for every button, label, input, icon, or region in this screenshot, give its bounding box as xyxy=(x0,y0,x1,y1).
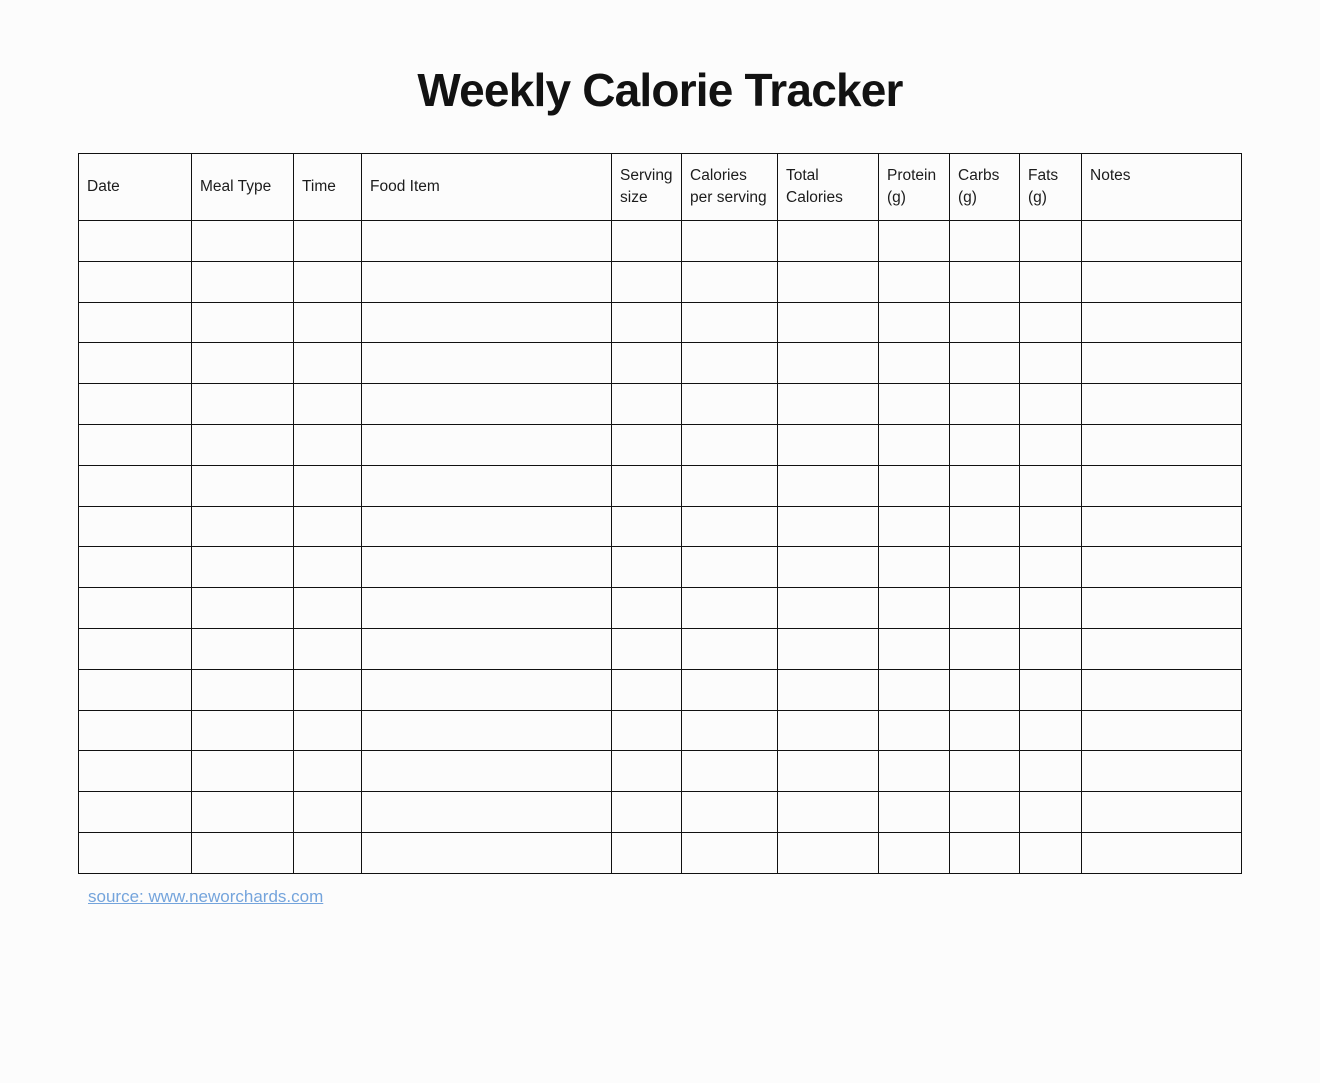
empty-cell xyxy=(1020,669,1082,710)
document-page xyxy=(0,63,1320,907)
empty-cell xyxy=(1082,343,1242,384)
table-body xyxy=(79,221,1242,874)
empty-row xyxy=(79,751,1242,792)
column-header-notes xyxy=(1082,154,1242,221)
empty-cell xyxy=(682,424,778,465)
empty-cell xyxy=(362,424,612,465)
column-header-food-item xyxy=(362,154,612,221)
empty-cell xyxy=(778,261,879,302)
empty-cell xyxy=(612,384,682,425)
empty-cell xyxy=(362,832,612,873)
calorie-tracker-table xyxy=(78,153,1242,874)
empty-row xyxy=(79,628,1242,669)
column-header-serving-size xyxy=(612,154,682,221)
empty-cell xyxy=(192,628,294,669)
empty-cell xyxy=(79,751,192,792)
empty-cell xyxy=(1020,710,1082,751)
empty-cell xyxy=(1020,628,1082,669)
empty-cell xyxy=(879,628,950,669)
empty-row xyxy=(79,710,1242,751)
empty-cell xyxy=(362,547,612,588)
empty-cell xyxy=(950,506,1020,547)
empty-cell xyxy=(362,465,612,506)
column-header-time xyxy=(294,154,362,221)
empty-cell xyxy=(192,384,294,425)
column-header-label: Carbs (g) xyxy=(958,167,1000,206)
empty-cell xyxy=(1020,588,1082,629)
column-header-label: Meal Type xyxy=(200,178,272,195)
empty-row xyxy=(79,669,1242,710)
empty-cell xyxy=(879,221,950,262)
empty-cell xyxy=(682,343,778,384)
empty-cell xyxy=(79,710,192,751)
empty-cell xyxy=(950,547,1020,588)
empty-cell xyxy=(612,221,682,262)
empty-cell xyxy=(950,343,1020,384)
empty-cell xyxy=(294,751,362,792)
empty-cell xyxy=(362,588,612,629)
column-header-label: Protein (g) xyxy=(887,167,937,206)
empty-cell xyxy=(682,669,778,710)
empty-cell xyxy=(192,832,294,873)
empty-cell xyxy=(612,792,682,833)
empty-cell xyxy=(612,261,682,302)
column-header-label: Calories per serving xyxy=(690,167,767,206)
empty-cell xyxy=(362,710,612,751)
empty-cell xyxy=(1020,832,1082,873)
empty-cell xyxy=(294,628,362,669)
empty-cell xyxy=(612,343,682,384)
empty-cell xyxy=(1020,751,1082,792)
empty-cell xyxy=(612,751,682,792)
empty-cell xyxy=(1020,302,1082,343)
empty-cell xyxy=(682,465,778,506)
column-header-label: Fats (g) xyxy=(1028,167,1059,206)
empty-row xyxy=(79,588,1242,629)
empty-cell xyxy=(879,506,950,547)
empty-cell xyxy=(294,261,362,302)
empty-cell xyxy=(682,588,778,629)
empty-cell xyxy=(79,384,192,425)
empty-cell xyxy=(294,547,362,588)
empty-cell xyxy=(879,832,950,873)
empty-cell xyxy=(950,384,1020,425)
empty-cell xyxy=(192,669,294,710)
empty-cell xyxy=(879,465,950,506)
empty-row xyxy=(79,343,1242,384)
empty-cell xyxy=(1020,261,1082,302)
empty-cell xyxy=(192,751,294,792)
empty-cell xyxy=(294,669,362,710)
empty-cell xyxy=(879,751,950,792)
empty-cell xyxy=(778,302,879,343)
empty-cell xyxy=(950,221,1020,262)
empty-cell xyxy=(362,261,612,302)
empty-cell xyxy=(1082,751,1242,792)
empty-row xyxy=(79,424,1242,465)
empty-cell xyxy=(682,506,778,547)
empty-cell xyxy=(612,669,682,710)
empty-cell xyxy=(1082,465,1242,506)
empty-cell xyxy=(1020,424,1082,465)
empty-cell xyxy=(879,261,950,302)
empty-cell xyxy=(79,832,192,873)
empty-cell xyxy=(1082,710,1242,751)
empty-cell xyxy=(612,710,682,751)
column-header-label: Food Item xyxy=(370,178,440,195)
empty-cell xyxy=(682,710,778,751)
column-header-label: Date xyxy=(87,178,120,195)
empty-cell xyxy=(950,669,1020,710)
empty-cell xyxy=(1020,465,1082,506)
empty-cell xyxy=(778,628,879,669)
empty-cell xyxy=(682,261,778,302)
empty-cell xyxy=(362,221,612,262)
empty-cell xyxy=(778,384,879,425)
empty-cell xyxy=(79,424,192,465)
empty-cell xyxy=(79,628,192,669)
empty-cell xyxy=(294,221,362,262)
column-header-total-calories xyxy=(778,154,879,221)
empty-cell xyxy=(294,302,362,343)
empty-cell xyxy=(879,792,950,833)
empty-row xyxy=(79,302,1242,343)
empty-cell xyxy=(612,424,682,465)
empty-cell xyxy=(1082,506,1242,547)
empty-cell xyxy=(950,832,1020,873)
empty-cell xyxy=(294,465,362,506)
empty-cell xyxy=(1020,792,1082,833)
empty-cell xyxy=(778,465,879,506)
empty-cell xyxy=(778,669,879,710)
empty-cell xyxy=(778,832,879,873)
empty-cell xyxy=(682,384,778,425)
empty-cell xyxy=(192,506,294,547)
empty-cell xyxy=(612,506,682,547)
empty-row xyxy=(79,221,1242,262)
empty-cell xyxy=(79,506,192,547)
page-title: Weekly Calorie Tracker xyxy=(417,64,903,116)
column-header-label: Notes xyxy=(1090,167,1131,184)
empty-cell xyxy=(1082,547,1242,588)
empty-row xyxy=(79,384,1242,425)
empty-cell xyxy=(192,465,294,506)
source-link[interactable]: source: www.neworchards.com xyxy=(88,886,324,906)
empty-cell xyxy=(879,588,950,629)
empty-cell xyxy=(950,302,1020,343)
empty-cell xyxy=(192,261,294,302)
empty-row xyxy=(79,465,1242,506)
empty-cell xyxy=(950,792,1020,833)
empty-cell xyxy=(879,547,950,588)
empty-row xyxy=(79,547,1242,588)
empty-cell xyxy=(682,628,778,669)
empty-cell xyxy=(79,261,192,302)
empty-cell xyxy=(1020,506,1082,547)
empty-cell xyxy=(682,221,778,262)
empty-cell xyxy=(950,424,1020,465)
empty-cell xyxy=(950,710,1020,751)
empty-cell xyxy=(294,588,362,629)
column-header-label: Serving size xyxy=(620,167,673,206)
empty-cell xyxy=(192,302,294,343)
empty-cell xyxy=(1020,384,1082,425)
empty-cell xyxy=(612,547,682,588)
empty-cell xyxy=(1082,792,1242,833)
empty-cell xyxy=(294,424,362,465)
empty-cell xyxy=(778,424,879,465)
empty-cell xyxy=(1082,669,1242,710)
empty-cell xyxy=(778,343,879,384)
empty-cell xyxy=(682,832,778,873)
empty-cell xyxy=(362,669,612,710)
empty-cell xyxy=(1020,343,1082,384)
empty-cell xyxy=(192,343,294,384)
empty-cell xyxy=(79,221,192,262)
empty-cell xyxy=(79,547,192,588)
empty-cell xyxy=(294,832,362,873)
empty-cell xyxy=(79,343,192,384)
empty-cell xyxy=(1082,261,1242,302)
empty-cell xyxy=(192,547,294,588)
empty-cell xyxy=(1082,302,1242,343)
empty-cell xyxy=(682,792,778,833)
empty-cell xyxy=(778,792,879,833)
empty-cell xyxy=(1082,832,1242,873)
column-header-label: Total Calories xyxy=(786,167,843,206)
empty-cell xyxy=(362,343,612,384)
empty-cell xyxy=(294,792,362,833)
empty-cell xyxy=(192,710,294,751)
header-row xyxy=(79,154,1242,221)
empty-cell xyxy=(879,710,950,751)
column-header-calories-per-serving xyxy=(682,154,778,221)
empty-cell xyxy=(192,424,294,465)
empty-cell xyxy=(950,628,1020,669)
empty-cell xyxy=(362,506,612,547)
empty-cell xyxy=(612,588,682,629)
empty-cell xyxy=(950,751,1020,792)
empty-cell xyxy=(950,261,1020,302)
empty-cell xyxy=(879,669,950,710)
empty-cell xyxy=(362,792,612,833)
empty-cell xyxy=(879,343,950,384)
empty-cell xyxy=(1082,588,1242,629)
empty-cell xyxy=(1020,547,1082,588)
empty-cell xyxy=(1082,384,1242,425)
empty-cell xyxy=(879,302,950,343)
empty-cell xyxy=(879,384,950,425)
empty-cell xyxy=(1082,221,1242,262)
empty-cell xyxy=(778,506,879,547)
empty-cell xyxy=(950,465,1020,506)
empty-cell xyxy=(294,384,362,425)
empty-row xyxy=(79,506,1242,547)
empty-cell xyxy=(612,628,682,669)
empty-cell xyxy=(778,221,879,262)
empty-cell xyxy=(79,302,192,343)
empty-cell xyxy=(612,832,682,873)
empty-row xyxy=(79,792,1242,833)
column-header-meal-type xyxy=(192,154,294,221)
empty-cell xyxy=(294,343,362,384)
empty-cell xyxy=(79,792,192,833)
empty-cell xyxy=(612,465,682,506)
column-header-fats xyxy=(1020,154,1082,221)
empty-cell xyxy=(362,751,612,792)
empty-cell xyxy=(192,588,294,629)
empty-cell xyxy=(192,792,294,833)
empty-cell xyxy=(79,588,192,629)
empty-cell xyxy=(362,302,612,343)
empty-cell xyxy=(682,302,778,343)
empty-cell xyxy=(778,547,879,588)
empty-cell xyxy=(778,710,879,751)
empty-cell xyxy=(950,588,1020,629)
empty-cell xyxy=(682,751,778,792)
column-header-carbs xyxy=(950,154,1020,221)
empty-cell xyxy=(778,751,879,792)
empty-cell xyxy=(362,628,612,669)
empty-cell xyxy=(79,465,192,506)
empty-cell xyxy=(612,302,682,343)
empty-cell xyxy=(682,547,778,588)
empty-cell xyxy=(1082,628,1242,669)
column-header-label: Time xyxy=(302,178,336,195)
empty-cell xyxy=(879,424,950,465)
empty-row xyxy=(79,261,1242,302)
empty-cell xyxy=(294,710,362,751)
column-header-protein xyxy=(879,154,950,221)
empty-cell xyxy=(1082,424,1242,465)
empty-cell xyxy=(79,669,192,710)
empty-row xyxy=(79,832,1242,873)
empty-cell xyxy=(1020,221,1082,262)
empty-cell xyxy=(778,588,879,629)
empty-cell xyxy=(362,384,612,425)
column-header-date xyxy=(79,154,192,221)
empty-cell xyxy=(294,506,362,547)
empty-cell xyxy=(192,221,294,262)
